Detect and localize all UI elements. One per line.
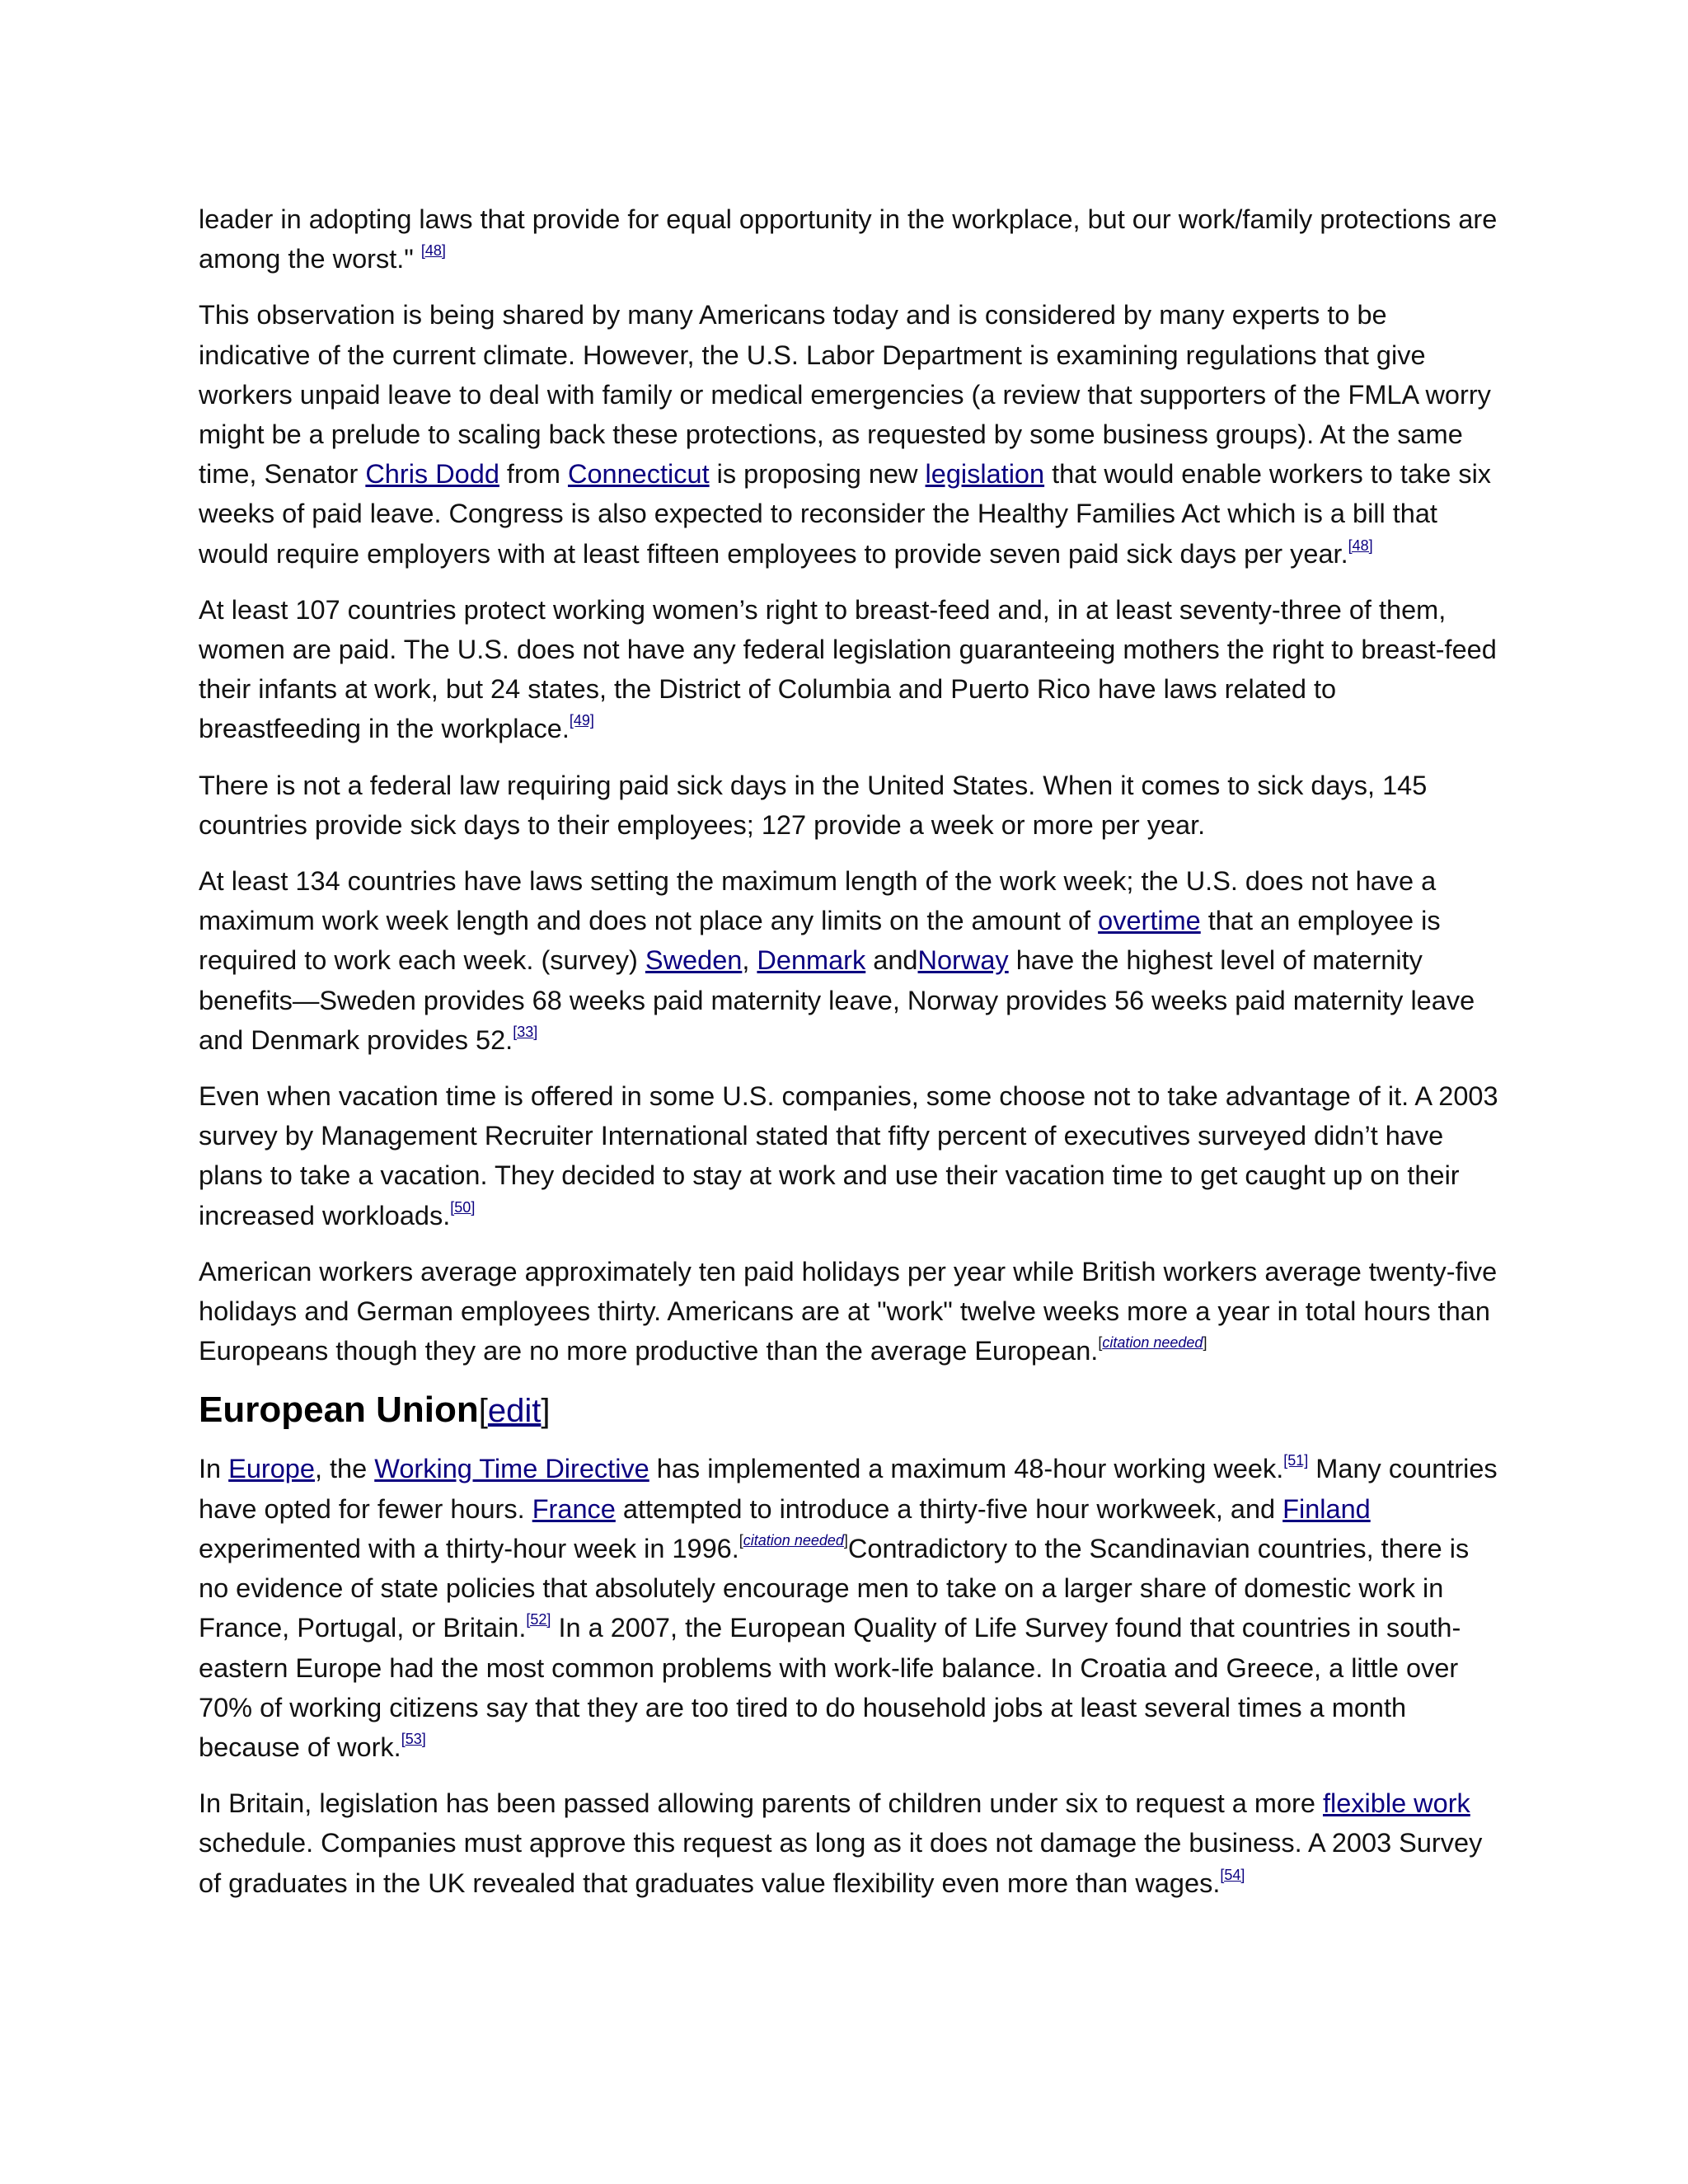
paragraph-sick-days	[199, 766, 1501, 845]
paragraph-text: leader in adopting laws that provide for equal opportunity in the workplace, but our work/family protections are among the worst."	[199, 204, 1498, 274]
section-title: European Union	[199, 1390, 479, 1431]
text-run: experimented with a thirty-hour week in 1996.	[199, 1533, 739, 1563]
text-run: , the	[314, 1454, 375, 1484]
paragraph-quote-end	[199, 199, 1501, 279]
paragraph-vacation	[199, 1076, 1501, 1235]
edit-link[interactable]: edit	[487, 1393, 542, 1430]
text-run: has implemented a maximum 48-hour working week.	[649, 1454, 1284, 1484]
link-finland[interactable]: Finland	[1282, 1493, 1371, 1524]
text-run: that would enable workers to take six weeks of paid leave. Congress is also expected to reconsider the Healthy Families Act which is a bill that would require employers with at least fifteen employees to provide seven paid sick days per year.	[199, 459, 1492, 569]
reference-link[interactable]: [49]	[569, 712, 594, 729]
paragraph-work-week	[199, 861, 1501, 1060]
reference-link[interactable]: [48]	[420, 242, 446, 260]
link-chris-dodd[interactable]: Chris Dodd	[365, 459, 499, 490]
link-norway[interactable]: Norway	[917, 945, 1009, 976]
bracket: [	[738, 1531, 743, 1549]
link-sweden[interactable]: Sweden	[645, 945, 743, 976]
text-run: In a 2007, the European Quality of Life Survey found that countries in south-eastern Europe had the most common problems with work-life balance. In Croatia and Greece, a little over 70% of working citizens say that they are too tired to do household jobs at least several times a month because of work.	[199, 1613, 1461, 1762]
paragraph-text: Even when vacation time is offered in some U.S. companies, some choose not to take advantage of it. A 2003 survey by Management Recruiter International stated that fifty percent of executives surveyed didn’t have plans to take a vacation. They decided to stay at work and use their vacation time to get caught up on their increased workloads.	[199, 1081, 1498, 1230]
link-connecticut[interactable]: Connecticut	[567, 459, 710, 490]
reference-link[interactable]: [50]	[450, 1198, 476, 1216]
citation-needed-link[interactable]: citation needed	[743, 1531, 844, 1549]
text-run: In	[199, 1454, 229, 1484]
link-france[interactable]: France	[532, 1493, 616, 1524]
text-run: from	[499, 459, 568, 490]
paragraph-britain	[199, 1783, 1501, 1903]
text-run: ,	[742, 945, 757, 976]
link-flexible-work[interactable]: flexible work	[1322, 1788, 1470, 1819]
paragraph-breastfeeding	[199, 590, 1501, 749]
reference-33[interactable]	[513, 1024, 537, 1040]
section-heading-european-union	[199, 1387, 1501, 1434]
citation-needed-link[interactable]: citation needed	[1102, 1334, 1203, 1352]
paragraph-fmla	[199, 295, 1501, 573]
text-run: This observation is being shared by many Americans today and is considered by many experts to be indicative of the current climate. However, the U.S. Labor Department is examining regulations that give workers unpaid leave to deal with family or medical emergencies (a review that supporters of the FMLA worry might be a prelude to scaling back these protections, as requested by some business groups). At the same time, Senator	[199, 300, 1491, 490]
bracket: [	[478, 1393, 488, 1430]
reference-link[interactable]: [54]	[1220, 1866, 1245, 1883]
text-run: that an employee is required to work each week. (survey)	[199, 906, 1441, 976]
article-body	[199, 199, 1501, 1919]
reference-48[interactable]	[421, 242, 446, 259]
text-run: Contradictory to the Scandinavian countries, there is no evidence of state policies that absolutely encourage men to take on a larger share of domestic work in France, Portugal, or Britain.	[199, 1533, 1470, 1643]
bracket: [	[1098, 1334, 1103, 1352]
reference-51[interactable]	[1283, 1452, 1308, 1469]
link-europe[interactable]: Europe	[228, 1454, 315, 1484]
bracket: ]	[843, 1531, 848, 1549]
bracket: ]	[1203, 1334, 1207, 1352]
text-run: In Britain, legislation has been passed allowing parents of children under six to request a more	[199, 1788, 1323, 1819]
reference-53[interactable]	[401, 1731, 426, 1747]
reference-link[interactable]: [53]	[401, 1730, 426, 1747]
text-run: and	[865, 945, 918, 976]
citation-needed	[739, 1532, 848, 1549]
text-run: attempted to introduce a thirty-five hour workweek, and	[615, 1493, 1283, 1524]
link-denmark[interactable]: Denmark	[757, 945, 866, 976]
reference-link[interactable]: [52]	[526, 1611, 551, 1629]
text-run: schedule. Companies must approve this request as long as it does not damage the business. A 2003 Survey of graduates in the UK revealed that graduates value flexibility even more than wages.	[199, 1828, 1483, 1898]
reference-link[interactable]: [33]	[513, 1023, 538, 1040]
link-legislation[interactable]: legislation	[925, 459, 1045, 490]
reference-link[interactable]: [48]	[1348, 537, 1373, 554]
paragraph-text: At least 107 countries protect working women’s right to breast-feed and, in at least seventy-three of them, women are paid. The U.S. does not have any federal legislation guaranteeing mothers the right to breast-feed their infants at work, but 24 states, the District of Columbia and Puerto Rico have laws related to breastfeeding in the workplace.	[199, 594, 1497, 744]
paragraph-text: American workers average approximately ten paid holidays per year while British workers average twenty-five holidays and German employees thirty. Americans are at "work" twelve weeks more a year in total hours than Europeans though they are no more productive than the average European.	[199, 1256, 1498, 1366]
reference-link[interactable]: [51]	[1283, 1452, 1309, 1469]
reference-49[interactable]	[570, 712, 594, 729]
text-run: At least 134 countries have laws setting the maximum length of the work week; the U.S. does not have a maximum work week length and does not place any limits on the amount of	[199, 866, 1437, 936]
text-run: is proposing new	[709, 459, 926, 490]
text-run: Many countries have opted for fewer hours.	[199, 1454, 1498, 1524]
citation-needed	[1098, 1334, 1207, 1351]
text-run: have the highest level of maternity benefits—Sweden provides 68 weeks paid maternity leave, Norway provides 56 weeks paid maternity leave and Denmark provides 52.	[199, 945, 1475, 1055]
bracket: ]	[541, 1393, 551, 1430]
reference-54[interactable]	[1220, 1867, 1245, 1883]
paragraph-text: There is not a federal law requiring paid sick days in the United States. When it comes to sick days, 145 countries provide sick days to their employees; 127 provide a week or more per year.	[199, 770, 1428, 840]
edit-section	[479, 1393, 551, 1429]
paragraph-europe	[199, 1449, 1501, 1767]
reference-48[interactable]	[1348, 537, 1373, 554]
reference-50[interactable]	[450, 1199, 475, 1216]
reference-52[interactable]	[526, 1611, 551, 1628]
link-overtime[interactable]: overtime	[1098, 906, 1201, 936]
paragraph-holidays	[199, 1252, 1501, 1371]
link-working-time-directive[interactable]: Working Time Directive	[374, 1454, 649, 1484]
